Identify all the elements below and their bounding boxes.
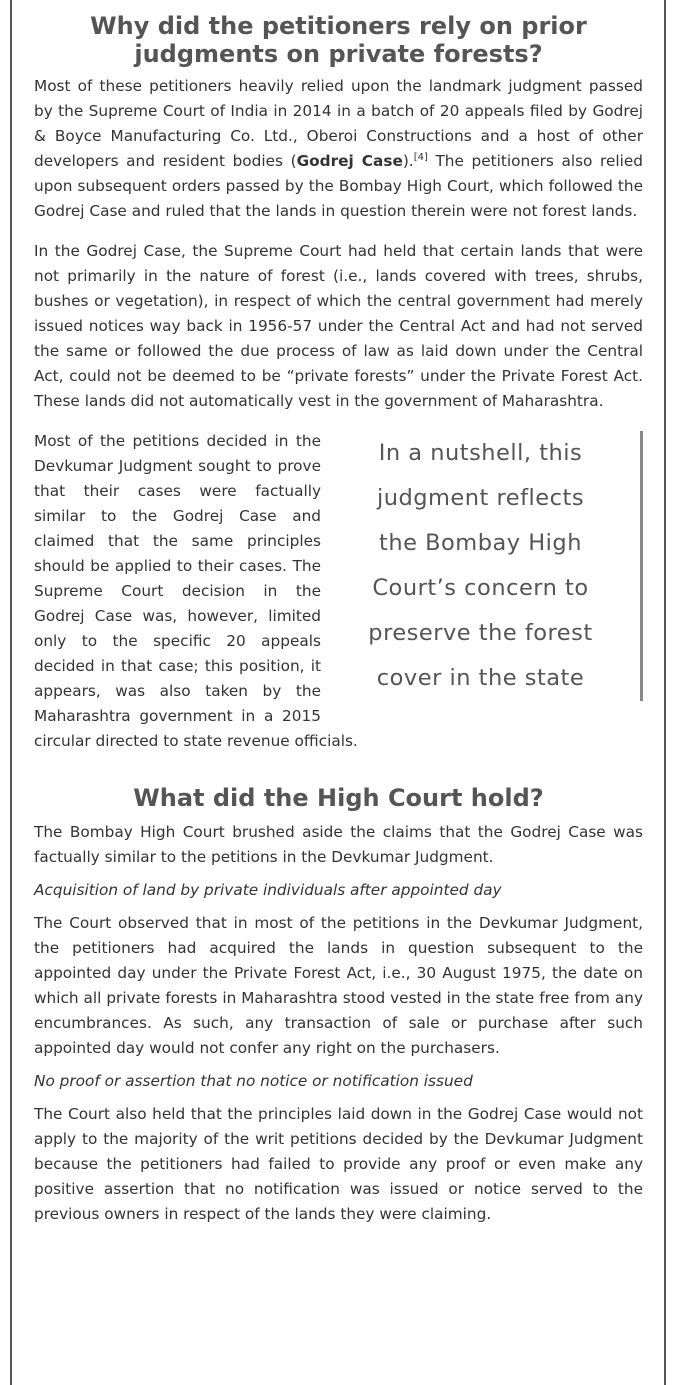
pull-quote-line: In a nutshell, this	[378, 440, 583, 466]
pull-quote	[343, 431, 643, 701]
paragraph-text: ).	[402, 152, 414, 170]
section-heading-high-court-hold: What did the High Court hold?	[133, 784, 544, 812]
pull-quote-line: preserve the forest	[368, 620, 593, 646]
paragraph-godrej-holding: In the Godrej Case, the Supreme Court had held that certain lands that were not primarily in the nature of forest (i.e., lands covered with trees, shrubs, bushes or vegetation), in respect of which the central government had merely issued notices way back in 1956-57 under the Central Act and had not served the same or followed the due process of law as laid down under the Central Act, could not be deemed to be “private forests” under the Private Forest Act. These lands did not automatically vest in the government of Maharashtra.	[34, 242, 643, 410]
paragraph-appointed-day: The Court observed that in most of the petitions in the Devkumar Judgment, the petitioners had acquired the lands in question subsequent to the appointed day under the Private Forest Act, i.e., 30 August 1975, the date on which all private forests in Maharashtra stood vested in the state free from any encumbrances. As such, any transaction of sale or purchase after such appointed day would not confer any right on the purchasers.	[34, 914, 643, 1057]
subheading-acquisition: Acquisition of land by private individuals after appointed day	[34, 881, 502, 899]
subheading-no-proof: No proof or assertion that no notice or notification issued	[34, 1072, 473, 1090]
heading-line-2: judgments on private forests?	[134, 40, 543, 68]
pull-quote-line: the Bombay High	[379, 530, 582, 556]
paragraph-brushed-aside: The Bombay High Court brushed aside the claims that the Godrej Case was factually similar to the petitions in the Devkumar Judgment.	[34, 823, 643, 866]
pull-quote-line: cover in the state	[376, 665, 585, 691]
float-section	[34, 429, 643, 754]
paragraph-devkumar-petitions: Most of the petitions decided in the Devkumar Judgment sought to prove that their cases were factually similar to the Godrej Case and claimed that the same principles should be applied to their cases. The Supreme Court decision in the Godrej Case was, however, limited only to the specific 20 appeals decided in that case; this position, it appears, was also taken by the Maharashtra government in a 2015 circular directed to state revenue officials.	[34, 432, 358, 750]
heading-line-1: Why did the petitioners rely on prior	[90, 12, 587, 40]
paragraph-godrej-reliance	[34, 74, 643, 224]
paragraph-text: Most of these petitioners heavily relied upon the landmark judgment passed by the Supreme Court of India in 2014 in a batch of 20 appeals filed by Godrej & Boyce Manufacturing Co. Ltd., Oberoi Constructions and a host of other developers and resident bodies (	[34, 77, 643, 170]
paragraph-text: The petitioners also relied upon subsequent orders passed by the Bombay High Court, which followed the Godrej Case and ruled that the lands in question therein were not forest lands.	[34, 152, 644, 220]
godrej-case-term: Godrej Case	[296, 152, 403, 170]
pull-quote-line: Court’s concern to	[372, 575, 589, 601]
footnote-ref-4[interactable]: [4]	[413, 151, 428, 163]
pull-quote-line: judgment reflects	[376, 485, 585, 511]
paragraph-principles-not-apply: The Court also held that the principles laid down in the Godrej Case would not apply to the majority of the writ petitions decided by the Devkumar Judgment because the petitioners had failed to provide any proof or even make any positive assertion that no notification was issued or notice served to the previous owners in respect of the lands they were claiming.	[34, 1105, 643, 1223]
section-heading-prior-judgments	[34, 0, 643, 68]
article-content	[34, 0, 643, 1227]
